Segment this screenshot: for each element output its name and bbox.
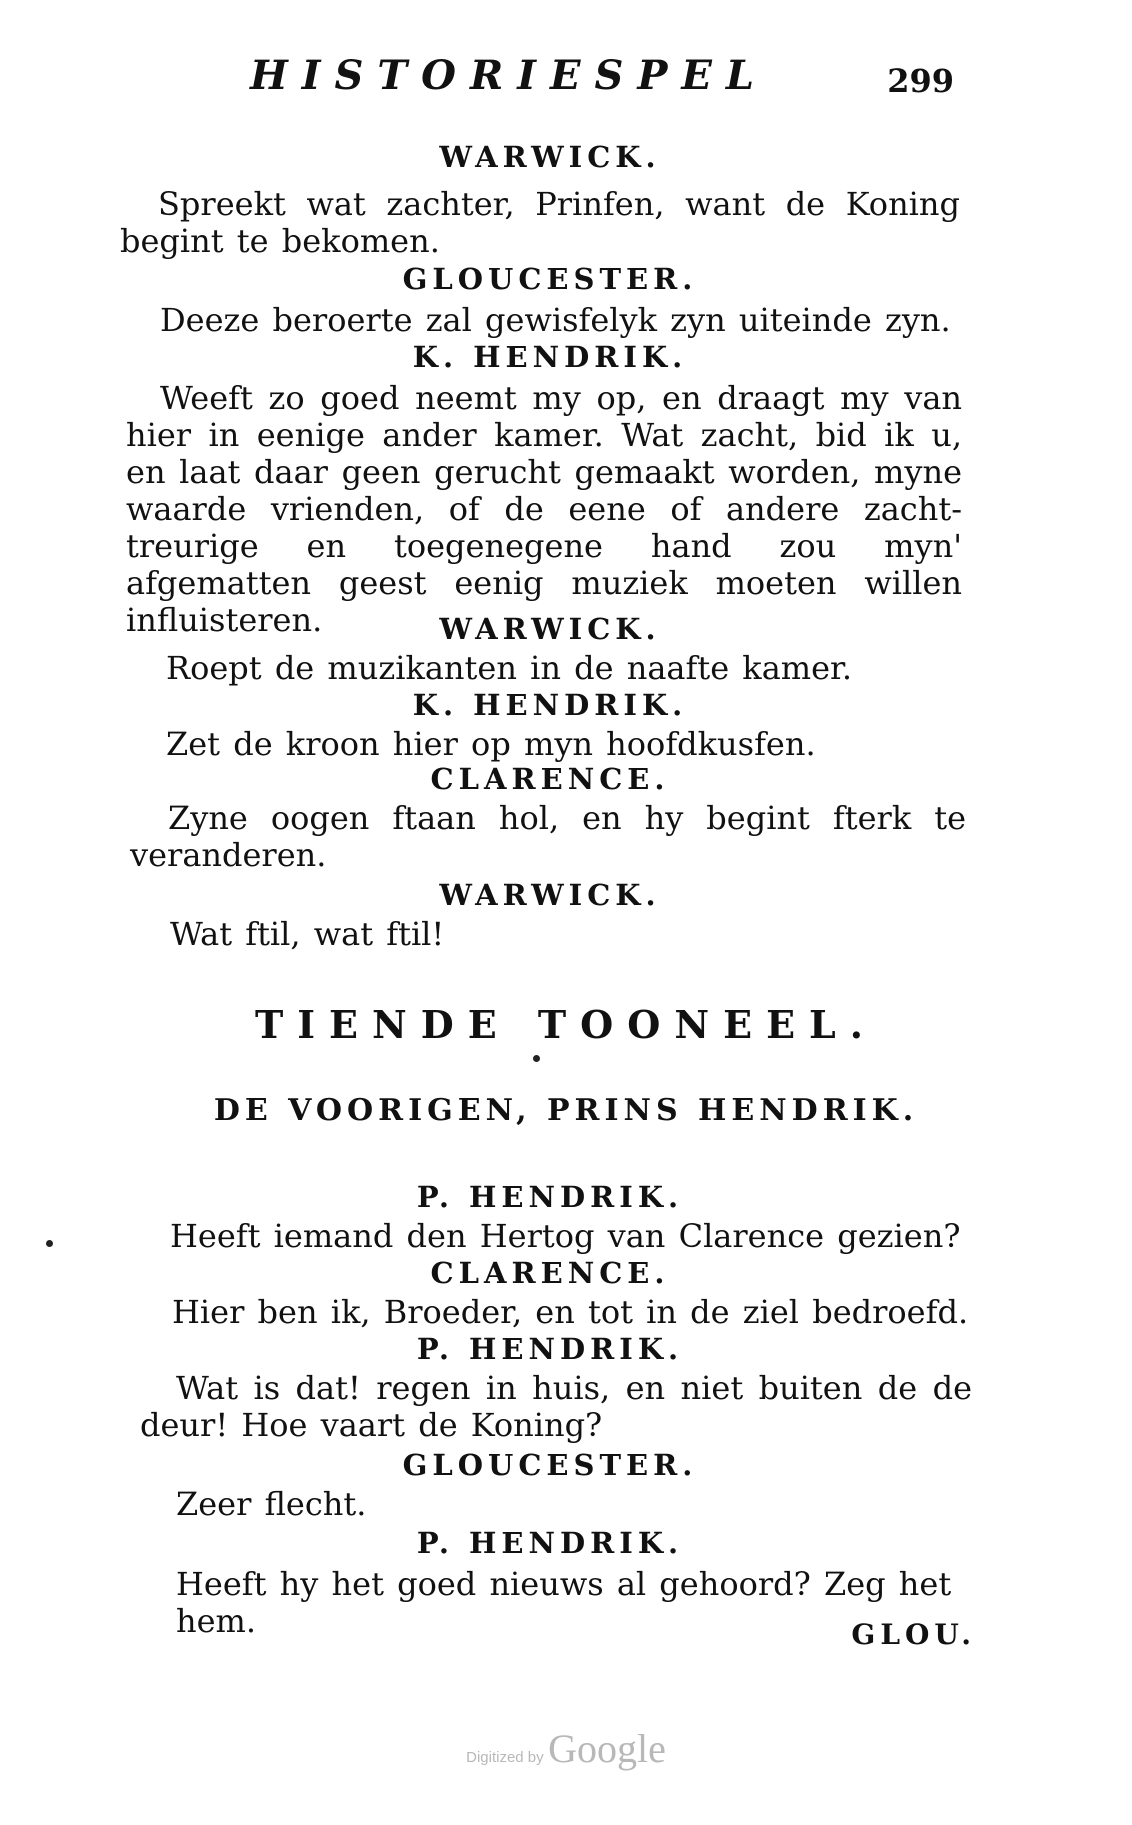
speech-text: Spreekt wat zachter, Prinfen, want de Koning begint te bekomen. [120, 185, 960, 260]
speaker-k-hendrik: K. HENDRIK. [412, 340, 688, 374]
speaker-gloucester: GLOUCESTER. [402, 262, 698, 296]
speaker-p-hendrik: P. HENDRIK. [416, 1332, 684, 1366]
ornament-dot [533, 1055, 540, 1062]
speech-text: Wat is dat! regen in huis, en niet buiten de de deur! Hoe vaart de Koning? [140, 1369, 972, 1444]
speaker-clarence: CLARENCE. [430, 762, 670, 796]
google-logo: Google [548, 1726, 666, 1771]
speech-text: Roept de muzikanten in de naafte kamer. [166, 649, 852, 687]
speech-text: Zyne oogen ftaan hol, en hy begint fterk te veranderen. [130, 799, 966, 874]
page-number: 299 [887, 62, 954, 100]
speaker-warwick: WARWICK. [439, 140, 661, 174]
speaker-k-hendrik: K. HENDRIK. [412, 688, 688, 722]
watermark-prefix: Digitized by [466, 1749, 544, 1766]
digitization-watermark [0, 1725, 1132, 1772]
running-title: HISTORIESPEL [250, 52, 769, 99]
speaker-p-hendrik: P. HENDRIK. [416, 1180, 684, 1214]
catchword: GLOU. [851, 1618, 976, 1651]
running-head [250, 52, 970, 112]
ink-speck [46, 1240, 53, 1247]
scene-characters: DE VOORIGEN, PRINS HENDRIK. [213, 1093, 919, 1128]
speech-text: Hier ben ik, Broeder, en tot in de ziel bedroefd. [172, 1293, 969, 1331]
speech-text: Zeer flecht. [176, 1485, 367, 1523]
speech-text: Heeft iemand den Hertog van Clarence gezien? [170, 1217, 961, 1255]
speech-text: Deeze beroerte zal gewisfelyk zyn uiteinde zyn. [160, 301, 951, 339]
speaker-warwick: WARWICK. [439, 878, 661, 912]
speech-text: Zet de kroon hier op myn hoofdkusfen. [166, 725, 816, 763]
speech-text: Wat ftil, wat ftil! [170, 915, 445, 953]
speaker-clarence: CLARENCE. [430, 1256, 670, 1290]
speech-text: Heeft hy het goed nieuws al gehoord? Zeg het hem. [176, 1565, 952, 1640]
speaker-warwick: WARWICK. [439, 612, 661, 646]
speaker-gloucester: GLOUCESTER. [402, 1448, 698, 1482]
scene-heading: TIENDE TOONEEL. [255, 1002, 877, 1047]
speaker-p-hendrik: P. HENDRIK. [416, 1526, 684, 1560]
speech-text: Weeft zo goed neemt my op, en draagt my van hier in eenige ander kamer. Wat zacht, bid ik u, en laat daar geen gerucht gemaakt worden, myne waarde vrienden, of de eene of andere zacht-treurige en toegenegene hand zou myn' afgematten geest eenig muziek moeten willen influisteren. [126, 379, 962, 639]
